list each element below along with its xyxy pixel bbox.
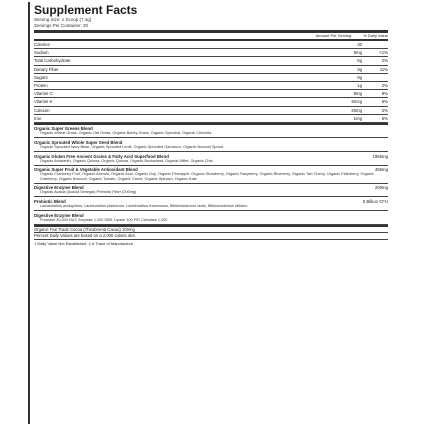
nutrient-row (34, 49, 388, 57)
blend-amount: 5 Billion CFU (362, 198, 388, 204)
blend-amount (332, 213, 388, 218)
nutrient-amount: 3g (357, 66, 362, 72)
nutrient-amount: 5mg (353, 50, 362, 56)
nutrient-row (34, 57, 388, 65)
nutrient-amount: 8mg (353, 91, 362, 97)
nutrient-row (34, 115, 388, 123)
blend-section (34, 138, 388, 152)
blend-ingredients: Organic Cranberry Fruit, Organic Acerola, Organic Acai, Organic Goji, Organic Pineapple, Organic Strawberry, Organic Raspberry, Organic Blueberry, Organic Tart Cherry, Organic Elderberry, Organic Cranberry, Organic Broccoli, Organic Tomato, Organic Carrot, Organic Spinach, Organic Kale (40, 172, 374, 181)
blend-name: Digestive Enzyme Blend (34, 185, 84, 191)
blend-amount: 200mg (374, 185, 388, 191)
blend-header (34, 213, 388, 218)
blend-section (34, 125, 388, 139)
nutrient-dv: 6% (381, 115, 388, 121)
nutrient-amount: 6mcg (351, 99, 362, 105)
nutrient-dv: 11% (379, 66, 388, 72)
blend-ingredients: Organic Amaranth, Organic Quinoa, Organic Quinoa, Organic Buckwheat, Organic Millet, Organic Chia (40, 158, 213, 163)
blend-ingredients: Lactobacillus acidophilus, Lactobacillus plantarum, Lactobacillus rhamnosus, Bifidobacterium lactis, Bifidobacterium bifidum (40, 203, 248, 208)
nutrient-amount: 5g (357, 58, 362, 64)
nutrient-name: Calories (34, 42, 50, 48)
nutrient-amount: 30 (357, 42, 362, 48)
nutrient-dv: 9% (381, 91, 388, 97)
dv-header: % Daily Value (363, 33, 388, 38)
blend-ingredients: Organic Sprouted Navy Bean, Organic Sprouted Lentil, Organic Sprouted Garbanzo, Organic Broccoli Sprout (40, 144, 224, 149)
blend-name: Digestive Enzyme Blend (34, 212, 84, 218)
nutrient-amount: 0g (357, 74, 362, 80)
nutrient-dv: <1% (379, 50, 388, 56)
footnote: † Daily Value Not Established. ‡ A Trace of Manufacture (34, 240, 134, 246)
nutrient-row (34, 90, 388, 98)
nutrient-row (34, 107, 388, 115)
nutrient-dv: 5% (381, 99, 388, 105)
blend-ingredients: Protease 30,000 HUT, Amylase 1,000 SKB, Lipase 100 FIP, Cellulase 1,000 (40, 217, 168, 222)
servings-per-container: Servings Per Container: 30 (34, 22, 89, 28)
nutrient-dv: 2% (381, 58, 388, 64)
nutrient-row (34, 66, 388, 74)
nutrient-row (34, 82, 388, 90)
blend-amount (332, 126, 388, 131)
nutrient-row (34, 41, 388, 49)
serving-size: Serving Size: 1 Scoop (7.4g) (34, 17, 92, 22)
nutrient-row (34, 74, 388, 82)
blend-amount: 1955mg (372, 153, 388, 159)
nutrient-row (34, 98, 388, 106)
nutrient-amount: 1mg (353, 115, 362, 121)
nutrient-name: Protein (34, 83, 48, 89)
nutrient-name: Total Carbohydrate (34, 58, 71, 64)
panel-title: Supplement Facts (34, 3, 138, 17)
blend-name: Organic Sprouted Whole Super Seed Blend (34, 139, 123, 145)
nutrient-list (34, 41, 388, 123)
footer-row-cocoa: Organic Fair Trade Cocoa (Theobroma Cacao) 100mg (34, 227, 388, 234)
blend-name: Organic Super Greens Blend (34, 126, 93, 132)
supplement-facts-panel (28, 2, 392, 424)
blend-section (34, 166, 388, 184)
blend-section (34, 152, 388, 166)
nutrient-name: Vitamin K (34, 99, 53, 105)
blend-amount: 456mg (374, 167, 388, 173)
nutrient-name: Calcium (34, 107, 50, 113)
nutrient-amount: 1g (357, 83, 362, 89)
nutrient-amount: 20mg (351, 107, 362, 113)
footer-row-dv-note: Percent Daily Values are based on a 2,000 calorie diet. (34, 233, 388, 240)
nutrient-dv: 2% (381, 107, 388, 113)
blend-ingredients: Organic Wheat Grass, Organic Oat Grass, Organic Barley Grass, Organic Spirulina, Organic Chlorella (40, 131, 212, 136)
blend-section (34, 197, 388, 211)
blend-ingredients: Organic Acacia (Acacia Senegal) Prebiotic Fiber (200mg) (40, 190, 137, 195)
blend-amount (332, 140, 388, 145)
nutrient-dv: 2% (381, 83, 388, 89)
nutrient-name: Iron (34, 115, 42, 121)
blend-header (34, 154, 388, 159)
nutrient-name: Dietary Fiber (34, 66, 59, 72)
nutrient-name: Sugars (34, 74, 48, 80)
blend-name: Organic Super Fruit & Vegetable Antioxidant Blend (34, 167, 138, 173)
amount-header: Amount Per Serving (315, 33, 352, 38)
blend-name: Probiotic Blend (34, 198, 66, 204)
nutrient-name: Vitamin C (34, 91, 53, 97)
nutrient-name: Sodium (34, 50, 49, 56)
blend-section (34, 211, 388, 225)
blend-name: Organic Gluten Free Ancient Grains & Fatty Acid Superfood Blend (34, 153, 169, 159)
blend-section (34, 184, 388, 198)
blend-list (34, 125, 388, 225)
